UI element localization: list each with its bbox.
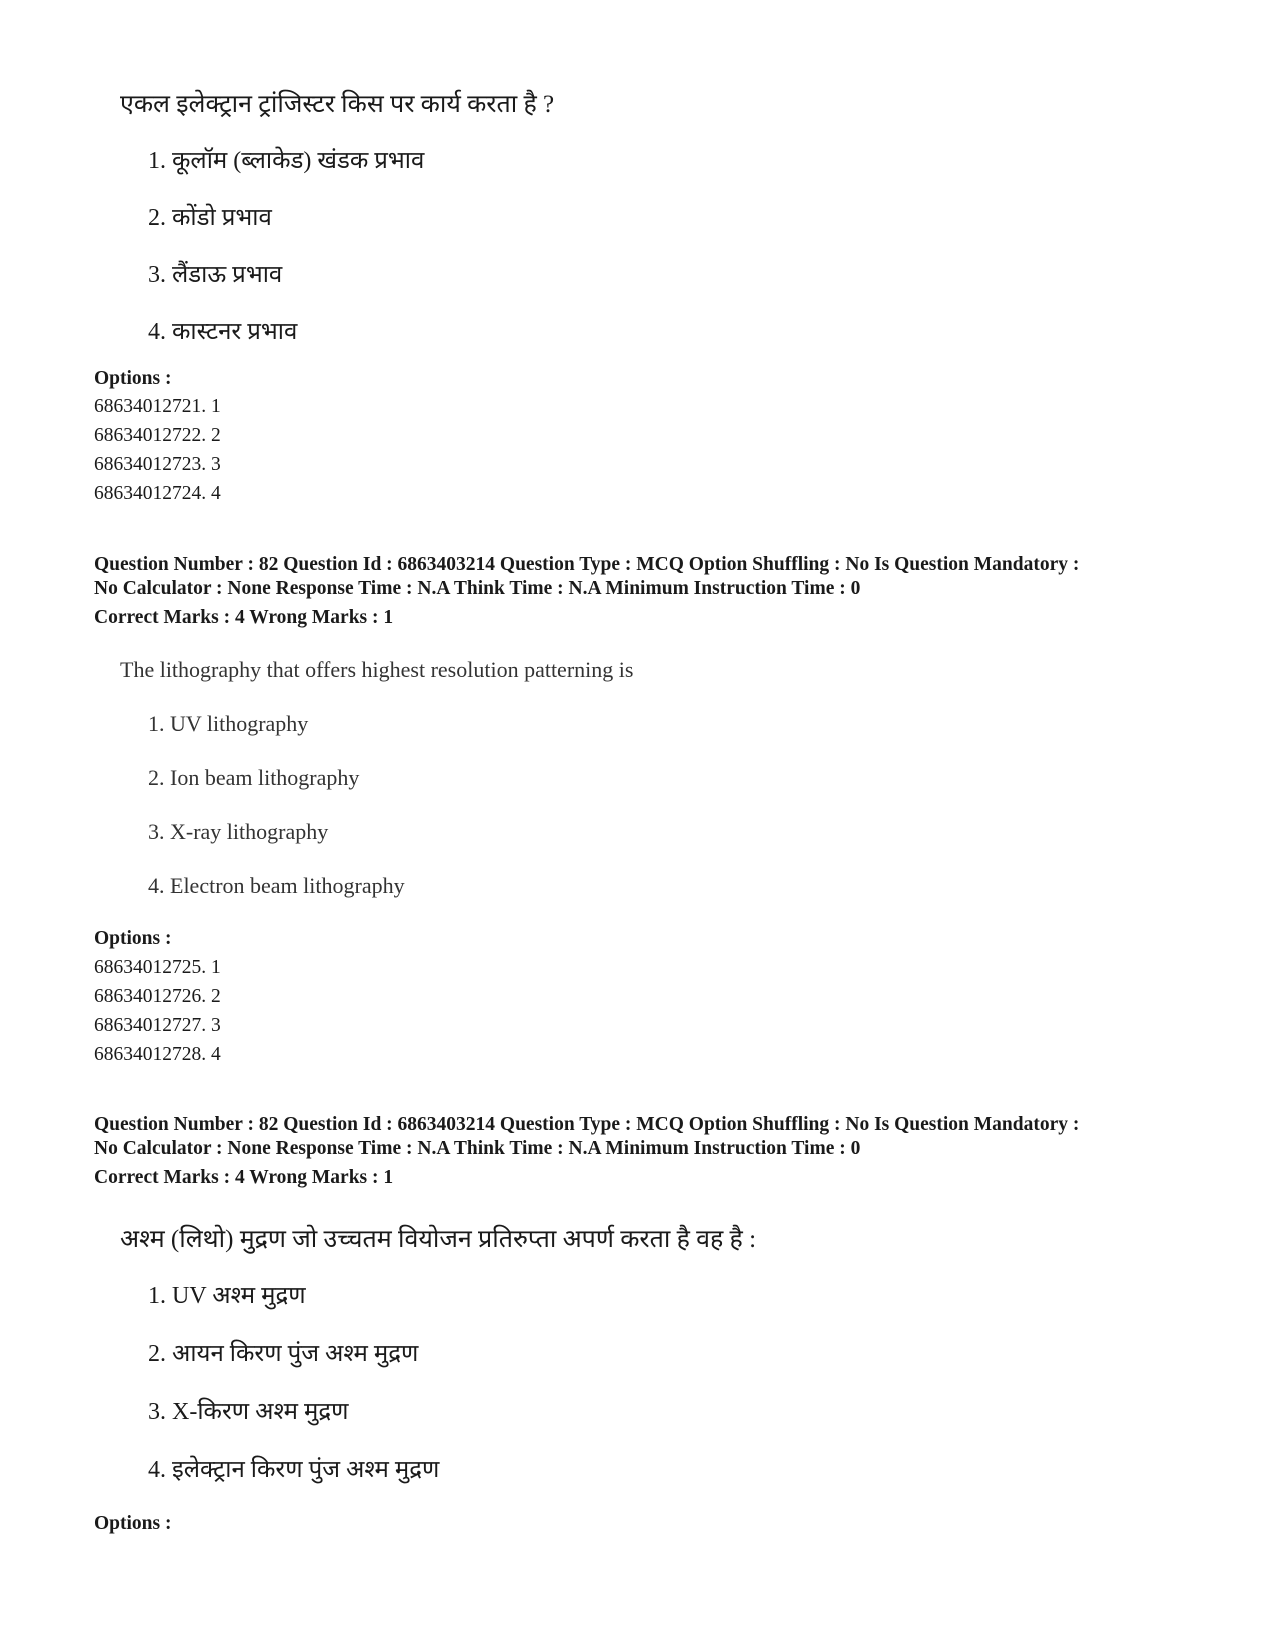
choice-2: 2. आयन किरण पुंज अश्म मुद्रण (148, 1341, 419, 1367)
question-text: एकल इलेक्ट्रान ट्रांजिस्टर किस पर कार्य करता है ? (120, 91, 555, 118)
question-marks: Correct Marks : 4 Wrong Marks : 1 (94, 607, 394, 628)
options-label: Options : (94, 368, 172, 389)
question-marks: Correct Marks : 4 Wrong Marks : 1 (94, 1167, 394, 1188)
choice-4: 4. इलेक्ट्रान किरण पुंज अश्म मुद्रण (148, 1457, 440, 1483)
option-id-1: 68634012721. 1 (94, 396, 221, 417)
question-meta-line1: Question Number : 82 Question Id : 6863403214 Question Type : MCQ Option Shuffling : No Is Question Mandatory : (94, 1114, 1080, 1135)
choice-3: 3. X-ray lithography (148, 819, 329, 844)
option-id-1: 68634012725. 1 (94, 957, 221, 978)
option-id-4: 68634012724. 4 (94, 483, 221, 504)
choice-2: 2. कोंडो प्रभाव (148, 205, 272, 231)
option-id-3: 68634012727. 3 (94, 1015, 221, 1036)
choice-1: 1. UV lithography (148, 711, 309, 736)
choice-2: 2. Ion beam lithography (148, 765, 360, 790)
question-text: अश्म (लिथो) मुद्रण जो उच्चतम वियोजन प्रतिरुप्ता अपर्ण करता है वह है : (120, 1226, 757, 1253)
option-id-3: 68634012723. 3 (94, 454, 221, 475)
option-id-4: 68634012728. 4 (94, 1044, 221, 1065)
question-meta-line2: No Calculator : None Response Time : N.A Think Time : N.A Minimum Instruction Time : 0 (94, 1138, 861, 1159)
option-id-2: 68634012722. 2 (94, 425, 221, 446)
choice-1: 1. कूलॉम (ब्लाकेड) खंडक प्रभाव (148, 148, 425, 174)
choice-3: 3. X-किरण अश्म मुद्रण (148, 1399, 349, 1425)
options-label: Options : (94, 1513, 172, 1534)
choice-4: 4. कास्टनर प्रभाव (148, 319, 298, 345)
choice-1: 1. UV अश्म मुद्रण (148, 1283, 306, 1309)
choice-3: 3. लैंडाऊ प्रभाव (148, 262, 283, 288)
question-meta-line1: Question Number : 82 Question Id : 6863403214 Question Type : MCQ Option Shuffling : No Is Question Mandatory : (94, 554, 1080, 575)
question-text: The lithography that offers highest resolution patterning is (120, 657, 634, 682)
choice-4: 4. Electron beam lithography (148, 873, 405, 898)
question-meta-line2: No Calculator : None Response Time : N.A Think Time : N.A Minimum Instruction Time : 0 (94, 578, 861, 599)
option-id-2: 68634012726. 2 (94, 986, 221, 1007)
options-label: Options : (94, 928, 172, 949)
